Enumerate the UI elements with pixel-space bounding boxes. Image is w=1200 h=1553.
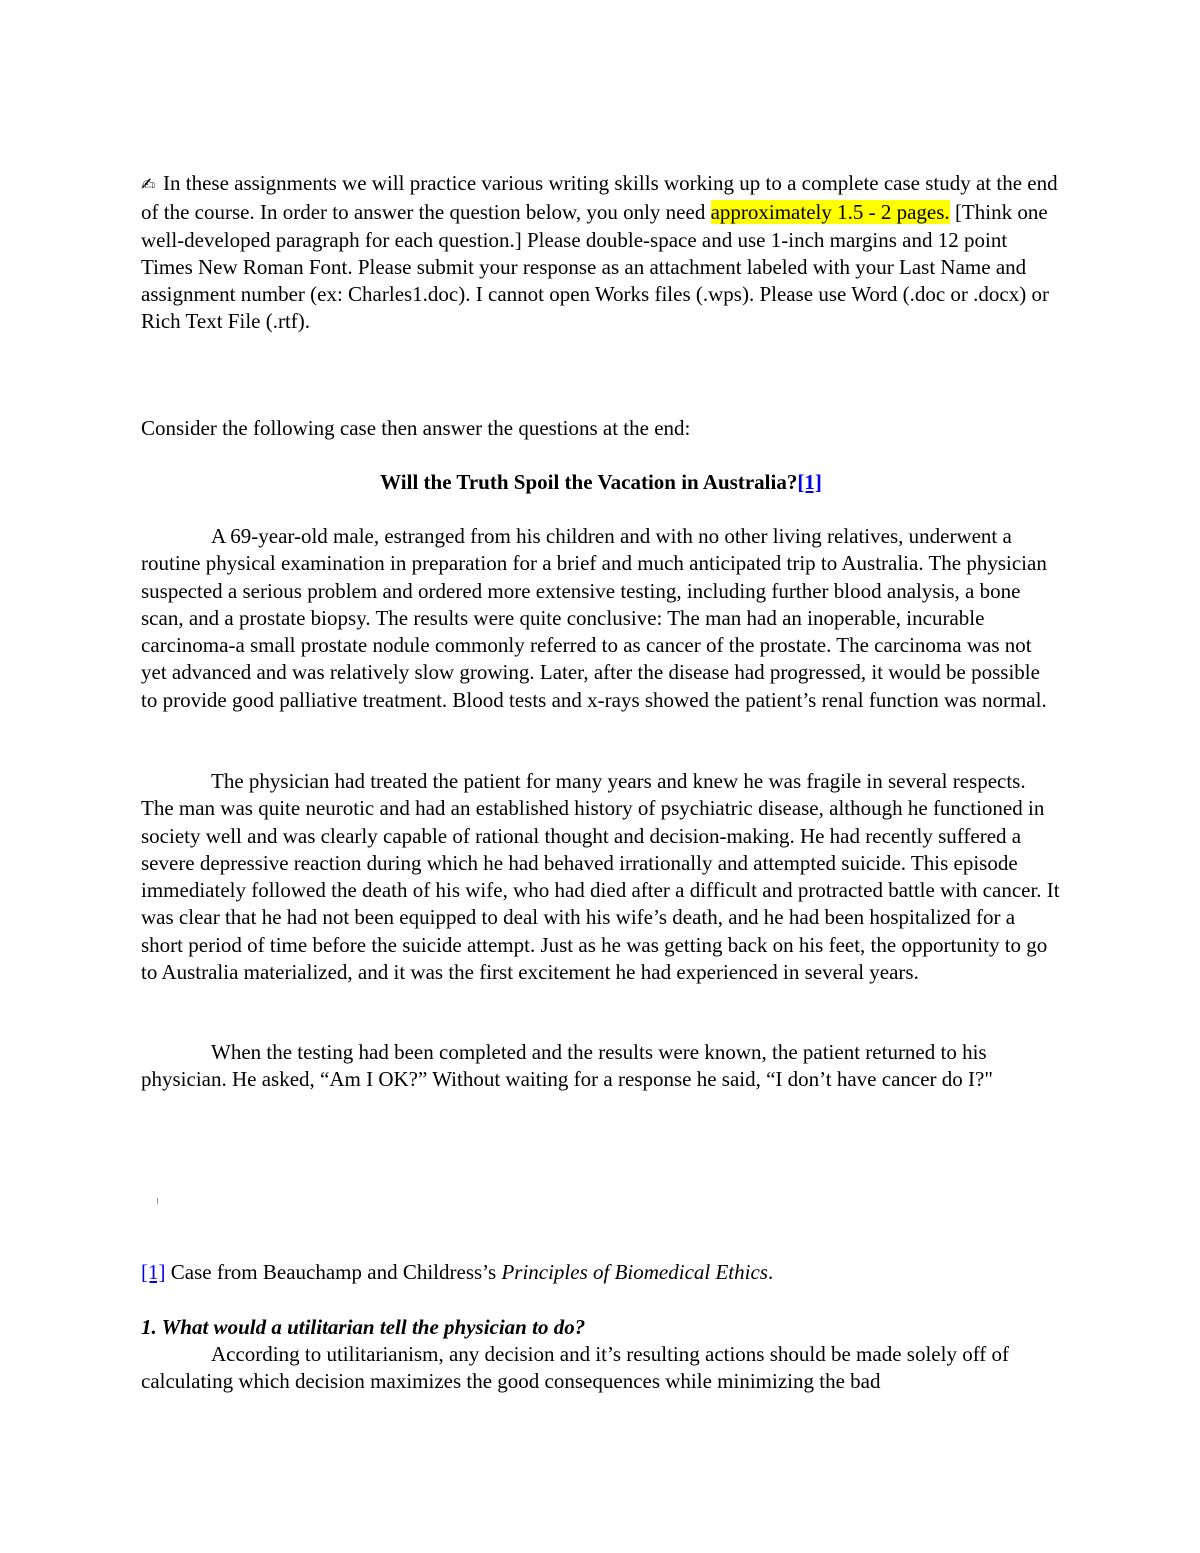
footnote-end: .: [767, 1260, 774, 1284]
instructions-text-continued: [Think one well-developed paragraph for each question.] Please double-space and use 1-inch margins and 12 point Times New Roman Font. Please submit your response as an attachment labeled with your Last Name and assignment number (ex: Charles1.doc). I cannot open Works files (.wps). Please use Word (.doc or .docx) or Rich Text File (.rtf).: [141, 200, 1049, 334]
highlighted-page-length: approximately 1.5 - 2 pages.: [710, 200, 950, 225]
footnote-back-link[interactable]: [1]: [141, 1260, 166, 1284]
question-1-answer: [141, 1341, 1061, 1396]
case-paragraph-1: [141, 523, 1061, 714]
case-title-text: Will the Truth Spoil the Vacation in Australia?: [380, 470, 798, 494]
instructions-paragraph: [141, 170, 1061, 336]
pencil-icon: ✍: [141, 175, 156, 195]
footnote-link[interactable]: [1]: [797, 470, 822, 494]
instructions-text: In these assignments we will practice various writing skills working up to a complete case study at the end of the course. In order to answer the question below, you only need: [141, 171, 1058, 225]
case-title: [141, 469, 1061, 496]
question-1-heading: 1. What would a utilitarian tell the physician to do?: [141, 1315, 586, 1339]
footnote-separator-mark: [157, 1198, 158, 1204]
footnote-text: Case from Beauchamp and Childress’s: [165, 1260, 502, 1284]
question-1-answer-text: According to utilitarianism, any decision and it’s resulting actions should be made solely off of calculating which decision maximizes the good consequences while minimizing the bad: [141, 1342, 1010, 1394]
case-paragraph-2-text: The physician had treated the patient for many years and knew he was fragile in several respects. The man was quite neurotic and had an established history of psychiatric disease, although he functioned in society well and was clearly capable of rational thought and decision-making. He had recently suffered a severe depressive reaction during which he had behaved irrationally and attempted suicide. This episode immediately followed the death of his wife, who had died after a difficult and protracted battle with cancer. It was clear that he had not been equipped to deal with his wife’s death, and he had been hospitalized for a short period of time before the suicide attempt. Just as he was getting back on his feet, the opportunity to go to Australia materialized, and it was the first excitement he had experienced in several years.: [141, 769, 1060, 985]
case-paragraph-1-text: A 69-year-old male, estranged from his children and with no other living relatives, underwent a routine physical examination in preparation for a brief and much anticipated trip to Australia. The physician suspected a serious problem and ordered more extensive testing, including further blood analysis, a bone scan, and a prostate biopsy. The results were quite conclusive: The man had an inoperable, incurable carcinoma-a small prostate nodule commonly referred to as cancer of the prostate. The carcinoma was not yet advanced and was relatively slow growing. Later, after the disease had progressed, it would be possible to provide good palliative treatment. Blood tests and x-rays showed the patient’s renal function was normal.: [141, 524, 1047, 712]
footnote: [141, 1259, 1061, 1286]
consider-line: Consider the following case then answer the questions at the end:: [141, 416, 691, 440]
case-paragraph-3-text: When the testing had been completed and the results were known, the patient returned to his physician. He asked, “Am I OK?” Without waiting for a response he said, “I don’t have cancer do I?": [141, 1040, 993, 1092]
case-paragraph-2: [141, 768, 1061, 986]
footnote-book-title: Principles of Biomedical Ethics: [501, 1260, 768, 1284]
case-paragraph-3: [141, 1039, 1061, 1094]
